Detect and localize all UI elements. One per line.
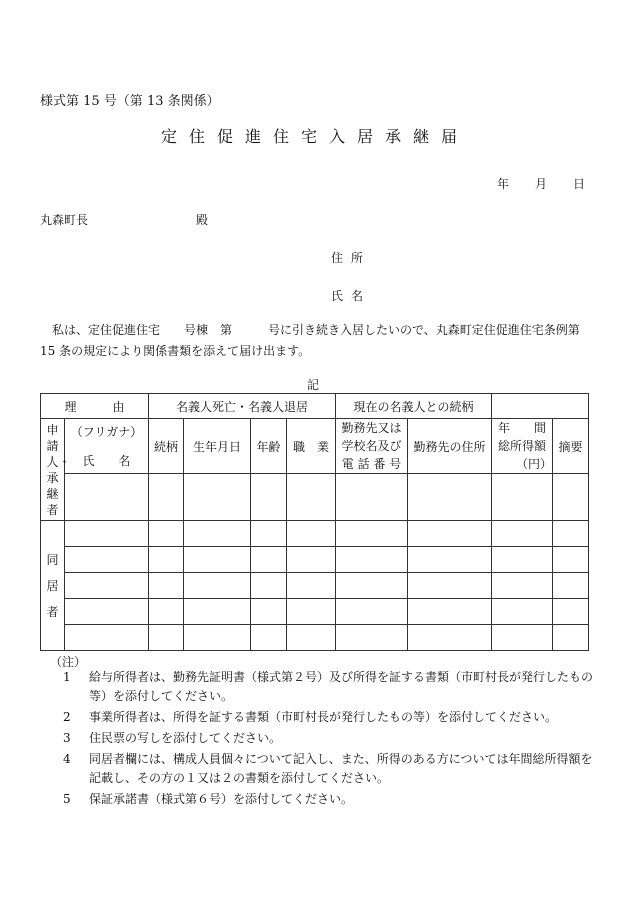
relation-label: 現在の名義人との続柄 bbox=[336, 394, 492, 419]
workplace-line1: 勤務先又は bbox=[341, 421, 402, 435]
cohabitant-cell[interactable] bbox=[65, 521, 149, 547]
cohabitant-cell[interactable] bbox=[184, 573, 251, 599]
cohabitant-cell[interactable] bbox=[149, 547, 184, 573]
applicant-cell[interactable] bbox=[251, 474, 287, 521]
cohabitant-cell[interactable] bbox=[149, 521, 184, 547]
cohabitant-cell[interactable] bbox=[408, 547, 492, 573]
note-text: 事業所得者は、所得を証する書類（市町村長が発行したもの等）を添付してください。 bbox=[89, 710, 558, 724]
cohabitant-cell[interactable] bbox=[553, 573, 589, 599]
applicant-label-text: 申請人・承継者 bbox=[46, 422, 71, 517]
income-line2: 総所得額 bbox=[498, 439, 547, 453]
date-month: 月 bbox=[535, 177, 548, 191]
remarks-header: 摘要 bbox=[553, 419, 589, 474]
workplace-line3: 電 話 番 号 bbox=[341, 457, 402, 471]
address-label: 住所 bbox=[331, 251, 372, 265]
cohabitant-cell[interactable] bbox=[251, 625, 287, 651]
applicant-cell[interactable] bbox=[65, 474, 149, 521]
note-number: 2 bbox=[63, 710, 71, 724]
applicant-row bbox=[41, 474, 589, 521]
cohabitant-cell[interactable] bbox=[149, 573, 184, 599]
cohabitant-label bbox=[41, 521, 65, 651]
notes-title: （注） bbox=[50, 655, 87, 669]
cohabitant-cell[interactable] bbox=[408, 573, 492, 599]
cohabitant-cell[interactable] bbox=[408, 521, 492, 547]
cohabitant-cell[interactable] bbox=[492, 625, 553, 651]
age-header: 年齢 bbox=[251, 419, 287, 474]
reason-row bbox=[41, 394, 589, 419]
header-row bbox=[41, 419, 589, 474]
cohabitant-cell[interactable] bbox=[65, 625, 149, 651]
note-text: 給与所得者は、勤務先証明書（様式第２号）及び所得を証する書類（市町村長が発行したもの等）を添付してください。 bbox=[89, 670, 594, 703]
cohabitant-cell[interactable] bbox=[287, 599, 336, 625]
cohabitant-cell[interactable] bbox=[184, 625, 251, 651]
cohabitant-cell[interactable] bbox=[553, 599, 589, 625]
cohabitant-row bbox=[41, 573, 589, 599]
ki-heading: 記 bbox=[307, 378, 320, 392]
note-number: 3 bbox=[63, 731, 71, 745]
cohabitant-cell[interactable] bbox=[336, 573, 408, 599]
cohabitant-cell[interactable] bbox=[149, 625, 184, 651]
cohabitant-cell[interactable] bbox=[184, 599, 251, 625]
note-text: 保証承諾書（様式第６号）を添付してください。 bbox=[89, 792, 354, 806]
applicant-cell[interactable] bbox=[287, 474, 336, 521]
note-item bbox=[63, 668, 593, 706]
cohabitant-row bbox=[41, 521, 589, 547]
cohabitant-cell[interactable] bbox=[184, 521, 251, 547]
relation-value-cell[interactable] bbox=[492, 394, 589, 419]
cohabitant-cell[interactable] bbox=[287, 625, 336, 651]
reason-label: 理 由 bbox=[41, 394, 149, 419]
occupation-header: 職 業 bbox=[287, 419, 336, 474]
addressee-honorific: 殿 bbox=[196, 213, 209, 227]
cohabitant-cell[interactable] bbox=[336, 547, 408, 573]
cohabitant-cell[interactable] bbox=[149, 599, 184, 625]
furigana-label: （フリガナ） bbox=[70, 425, 143, 439]
form-number: 様式第 15 号（第 13 条関係） bbox=[40, 94, 220, 109]
workplace-line2: 学校名及び bbox=[341, 439, 402, 453]
note-text: 同居者欄には、構成人員個々について記入し、また、所得のある方については年間総所得額を記載し、その方の１又は２の書類を添付してください。 bbox=[89, 752, 593, 785]
cohabitant-cell[interactable] bbox=[336, 521, 408, 547]
note-text: 住民票の写しを添付してください。 bbox=[89, 731, 282, 745]
name-header bbox=[65, 419, 149, 474]
name-label: 氏名 bbox=[331, 289, 372, 303]
application-table bbox=[40, 393, 589, 651]
cohabitant-row bbox=[41, 625, 589, 651]
income-line3: （円） bbox=[516, 457, 553, 471]
note-item bbox=[63, 790, 593, 809]
cohabitant-cell[interactable] bbox=[65, 547, 149, 573]
cohabitant-cell[interactable] bbox=[553, 521, 589, 547]
cohabitant-row bbox=[41, 547, 589, 573]
birthdate-header: 生年月日 bbox=[184, 419, 251, 474]
cohabitant-cell[interactable] bbox=[492, 547, 553, 573]
applicant-cell[interactable] bbox=[336, 474, 408, 521]
cohabitant-cell[interactable] bbox=[251, 573, 287, 599]
cohabitant-cell[interactable] bbox=[287, 521, 336, 547]
date-year: 年 bbox=[497, 177, 510, 191]
cohabitant-cell[interactable] bbox=[251, 547, 287, 573]
cohabitant-cell[interactable] bbox=[336, 599, 408, 625]
applicant-cell[interactable] bbox=[408, 474, 492, 521]
body-text: 私は、定住促進住宅 号棟 第 号に引き続き入居したいので、丸森町定住促進住宅条例第 15 条の規定により関係書類を添えて届け出ます。 bbox=[40, 323, 580, 358]
income-header bbox=[492, 419, 553, 474]
note-item bbox=[63, 708, 593, 727]
note-number: 1 bbox=[63, 670, 71, 684]
cohabitant-cell[interactable] bbox=[287, 547, 336, 573]
income-line1: 年 間 bbox=[498, 421, 547, 435]
cohabitant-cell[interactable] bbox=[408, 625, 492, 651]
cohabitant-cell[interactable] bbox=[251, 599, 287, 625]
relationship-header: 続柄 bbox=[149, 419, 184, 474]
cohabitant-cell[interactable] bbox=[287, 573, 336, 599]
applicant-cell[interactable] bbox=[553, 474, 589, 521]
cohabitant-row bbox=[41, 599, 589, 625]
note-item bbox=[63, 729, 593, 748]
applicant-cell[interactable] bbox=[184, 474, 251, 521]
workplace-header bbox=[336, 419, 408, 474]
cohabitant-cell[interactable] bbox=[65, 573, 149, 599]
cohabitant-cell[interactable] bbox=[336, 625, 408, 651]
cohabitant-cell[interactable] bbox=[553, 625, 589, 651]
workplace-address-header: 勤務先の住所 bbox=[408, 419, 492, 474]
cohabitant-cell[interactable] bbox=[65, 599, 149, 625]
cohabitant-cell[interactable] bbox=[408, 599, 492, 625]
cohabitant-label-text: 同居者 bbox=[46, 552, 59, 619]
applicant-label bbox=[41, 419, 71, 521]
note-number: 4 bbox=[63, 752, 71, 766]
date-line bbox=[497, 175, 585, 192]
cohabitant-cell[interactable] bbox=[492, 573, 553, 599]
applicant-cell[interactable] bbox=[492, 474, 553, 521]
date-day: 日 bbox=[573, 177, 586, 191]
applicant-cell[interactable] bbox=[149, 474, 184, 521]
addressee: 丸森町長 bbox=[40, 213, 89, 227]
page-title: 定住促進住宅入居承継届 bbox=[160, 127, 469, 146]
note-item bbox=[63, 750, 593, 788]
note-number: 5 bbox=[63, 792, 71, 806]
cohabitant-cell[interactable] bbox=[492, 599, 553, 625]
cohabitant-cell[interactable] bbox=[553, 547, 589, 573]
cohabitant-cell[interactable] bbox=[184, 547, 251, 573]
death-label: 名義人死亡・名義人退居 bbox=[149, 394, 336, 419]
name-sub-label: 氏 名 bbox=[82, 454, 131, 468]
cohabitant-cell[interactable] bbox=[492, 521, 553, 547]
cohabitant-cell[interactable] bbox=[251, 521, 287, 547]
